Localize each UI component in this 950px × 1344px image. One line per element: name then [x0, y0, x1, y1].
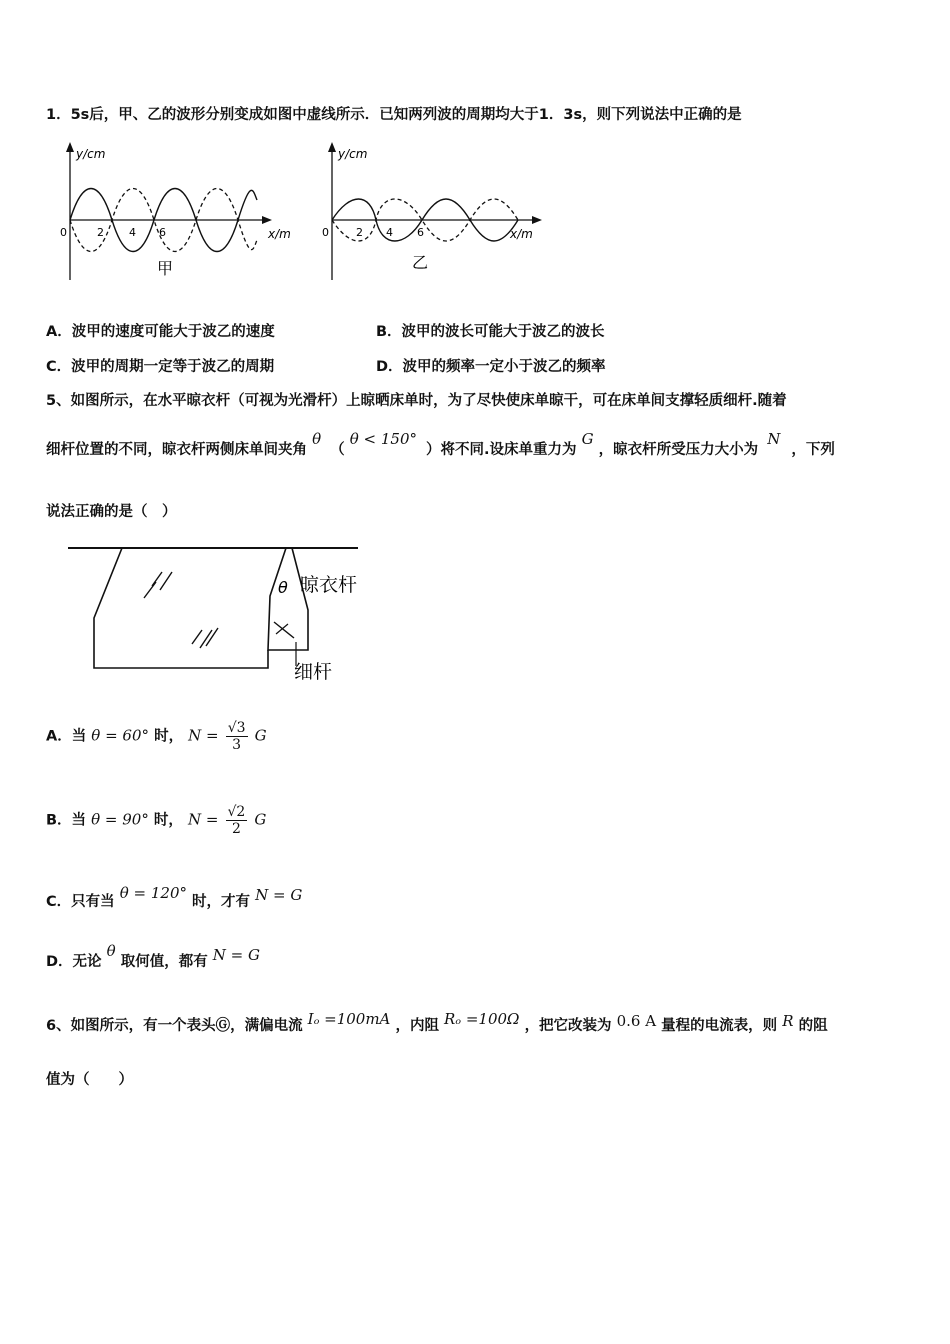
theta-condition: θ < 150° — [349, 430, 417, 448]
q5-option-d: D．无论 θ 取何值，都有 N = G — [46, 942, 260, 970]
x-axis-arrow — [532, 216, 542, 224]
x-axis-arrow — [262, 216, 272, 224]
x-axis-label: x/m — [510, 227, 533, 241]
tick-6: 6 — [417, 226, 424, 239]
q5-stem-line1: 5、如图所示，在水平晾衣杆（可视为光滑杆）上晾晒床单时，为了尽快使床单晾干，可在床单间支撑轻质细杆.随着 — [46, 393, 787, 409]
x-axis-label: x/m — [268, 227, 291, 241]
q6-stem-line2: 值为（ ） — [46, 1072, 133, 1088]
wave-panel-jia — [60, 142, 291, 280]
tick-4: 4 — [386, 226, 393, 239]
caption-jia: 甲 — [157, 259, 174, 278]
q1-option-c: C．波甲的周期一定等于波乙的周期 — [46, 359, 275, 375]
gravity-symbol: G — [581, 430, 594, 448]
q5-option-b: B．当 θ = 90° 时， N = $\frac{√2}{2}$ G — [46, 804, 267, 837]
origin-label: 0 — [322, 226, 329, 239]
y-axis-arrow — [66, 142, 74, 152]
q1-stem: 1．5s后，甲、乙的波形分别变成如图中虚线所示．已知两列波的周期均大于1．3s，则下列说法中正确的是 — [46, 107, 742, 123]
y-axis-label: y/cm — [76, 147, 106, 161]
tick-2: 2 — [97, 226, 104, 239]
fraction: $\frac{√3}{3}$ — [227, 720, 246, 753]
q6-stem-line1: 6、如图所示，有一个表头Ⓖ，满偏电流 Iₒ =100mA ，内阻 Rₒ =100Ω ，把它改装为 0.6 A 量程的电流表，则 R 的阻 — [46, 1010, 828, 1034]
stick-label: 细杆 — [294, 661, 333, 683]
fraction: $\frac{√2}{2}$ — [227, 804, 246, 837]
q5-clothesline-figure — [60, 538, 390, 688]
y-axis-arrow — [328, 142, 336, 152]
support-stick — [274, 622, 294, 638]
theta-symbol: θ — [312, 430, 322, 448]
q5-option-c: C．只有当 θ = 120° 时，才有 N = G — [46, 884, 303, 910]
q1-option-b: B．波甲的波长可能大于波乙的波长 — [376, 324, 605, 340]
q5-stem-line3: 说法正确的是（ ） — [46, 504, 177, 520]
theta-label: θ — [278, 578, 288, 597]
force-symbol: N — [767, 430, 781, 448]
tick-4: 4 — [129, 226, 136, 239]
rod-label: 晾衣杆 — [300, 574, 358, 596]
q1-option-a: A．波甲的速度可能大于波乙的速度 — [46, 324, 275, 340]
tick-2: 2 — [356, 226, 363, 239]
q5-option-a: A．当 θ = 60° 时， N = $\frac{√3}{3}$ G — [46, 720, 267, 753]
y-axis-label: y/cm — [338, 147, 368, 161]
q1-option-d: D．波甲的频率一定小于波乙的频率 — [376, 359, 606, 375]
sheet-right — [268, 548, 308, 650]
caption-yi: 乙 — [412, 253, 429, 272]
sheet-left — [94, 548, 268, 668]
q5-stem-line2: 细杆位置的不同，晾衣杆两侧床单间夹角 θ （ θ < 150° ）将不同.设床单重力为 G ，晾衣杆所受压力大小为 N ，下列 — [46, 430, 835, 458]
origin-label: 0 — [60, 226, 67, 239]
tick-6: 6 — [159, 226, 166, 239]
q1-wave-figure — [50, 140, 550, 290]
wave-panel-yi — [322, 142, 542, 280]
